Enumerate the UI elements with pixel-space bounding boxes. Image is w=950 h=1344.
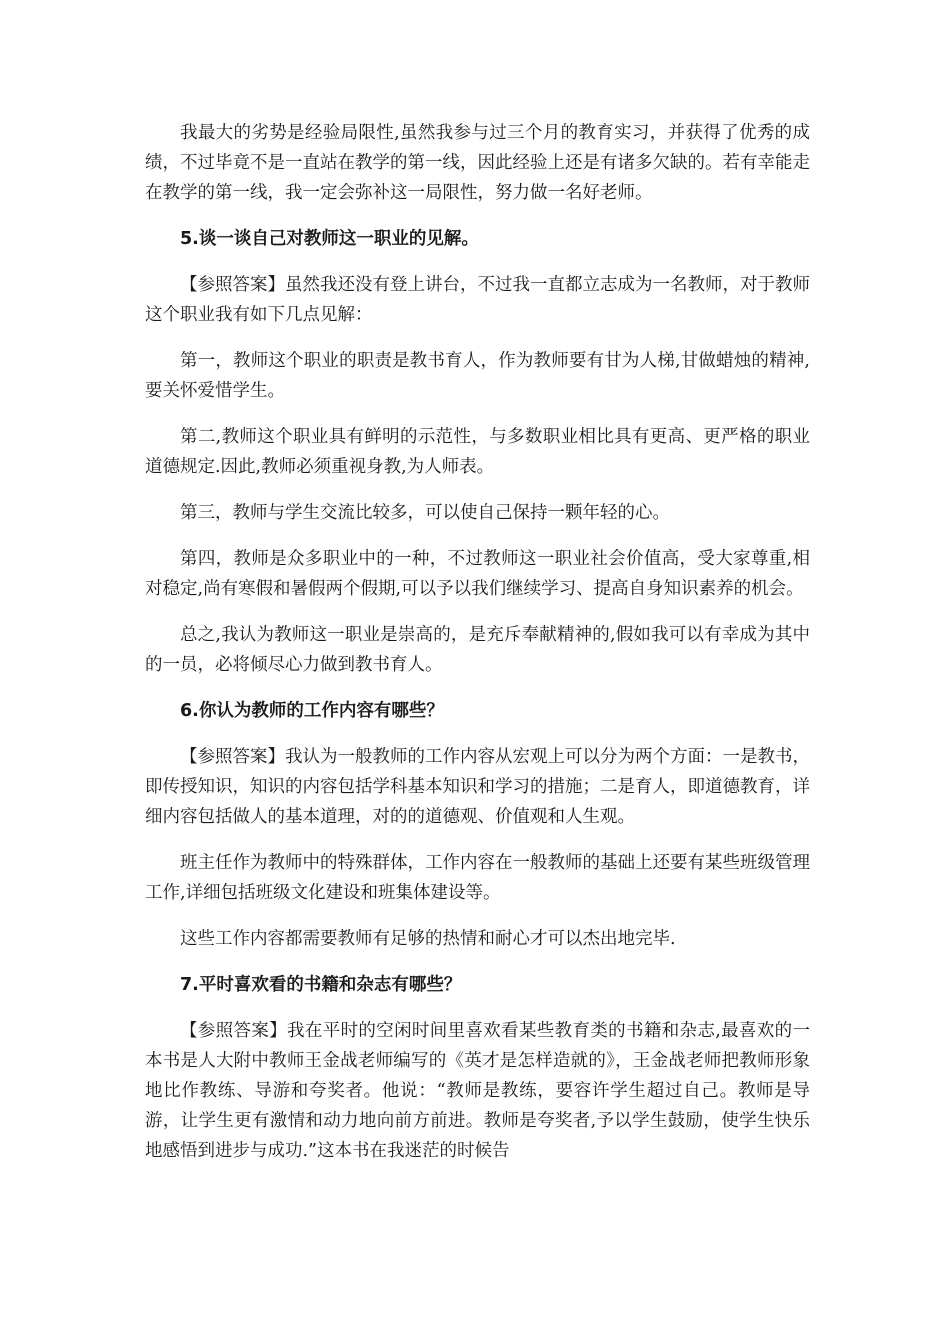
paragraph-weakness: 我最大的劣势是经验局限性,虽然我参与过三个月的教育实习，并获得了优秀的成绩，不过毕竟不是一直站在教学的第一线，因此经验上还是有诸多欠缺的。若有幸能走在教学的第一线，我一定会弥补这一局限性，努力做一名好老师。 (145, 123, 810, 203)
answer-6-conclusion: 这些工作内容都需要教师有足够的热情和耐心才可以杰出地完毕. (180, 929, 676, 949)
answer-5-point-4: 第四，教师是众多职业中的一种，不过教师这一职业社会价值高，受大家尊重,相对稳定,尚有寒假和暑假两个假期,可以予以我们继续学习、提高自身知识素养的机会。 (145, 549, 810, 599)
answer-7-main: 【参照答案】我在平时的空闲时间里喜欢看某些教育类的书籍和杂志,最喜欢的一本书是人大附中教师王金战老师编写的《英才是怎样造就的》，王金战老师把教师形象地比作教练、导游和夸奖者。他说：“教师是教练，要容许学生超过自己。教师是导游，让学生更有激情和动力地向前方前进。教师是夸奖者,予以学生鼓励，使学生快乐地感悟到进步与成功.”这本书在我迷茫的时候告 (145, 1021, 810, 1161)
question-7-heading: 7.平时喜欢看的书籍和杂志有哪些？ (180, 975, 462, 995)
question-6-heading: 6.你认为教师的工作内容有哪些？ (180, 701, 444, 721)
answer-5-point-2: 第二,教师这个职业具有鲜明的示范性，与多数职业相比具有更高、更严格的职业道德规定.因此,教师必须重视身教,为人师表。 (145, 427, 810, 477)
answer-5-intro: 【参照答案】虽然我还没有登上讲台，不过我一直都立志成为一名教师，对于教师这个职业我有如下几点见解： (145, 275, 810, 325)
answer-5-point-3: 第三，教师与学生交流比较多，可以使自己保持一颗年轻的心。 (180, 503, 670, 523)
document-body (145, 118, 810, 1182)
question-5-heading: 5.谈一谈自己对教师这一职业的见解。 (180, 229, 479, 249)
answer-6-head-teacher: 班主任作为教师中的特殊群体，工作内容在一般教师的基础上还要有某些班级管理工作,详细包括班级文化建设和班集体建设等。 (145, 853, 810, 903)
answer-6-main: 【参照答案】我认为一般教师的工作内容从宏观上可以分为两个方面：一是教书，即传授知识，知识的内容包括学科基本知识和学习的措施；二是育人，即道德教育，详细内容包括做人的基本道理，对的的道德观、价值观和人生观。 (145, 747, 810, 827)
answer-5-summary: 总之,我认为教师这一职业是崇高的，是充斥奉献精神的,假如我可以有幸成为其中的一员，必将倾尽心力做到教书育人。 (145, 625, 810, 675)
answer-5-point-1: 第一，教师这个职业的职责是教书育人，作为教师要有甘为人梯,甘做蜡烛的精神,要关怀爱惜学生。 (145, 351, 810, 401)
